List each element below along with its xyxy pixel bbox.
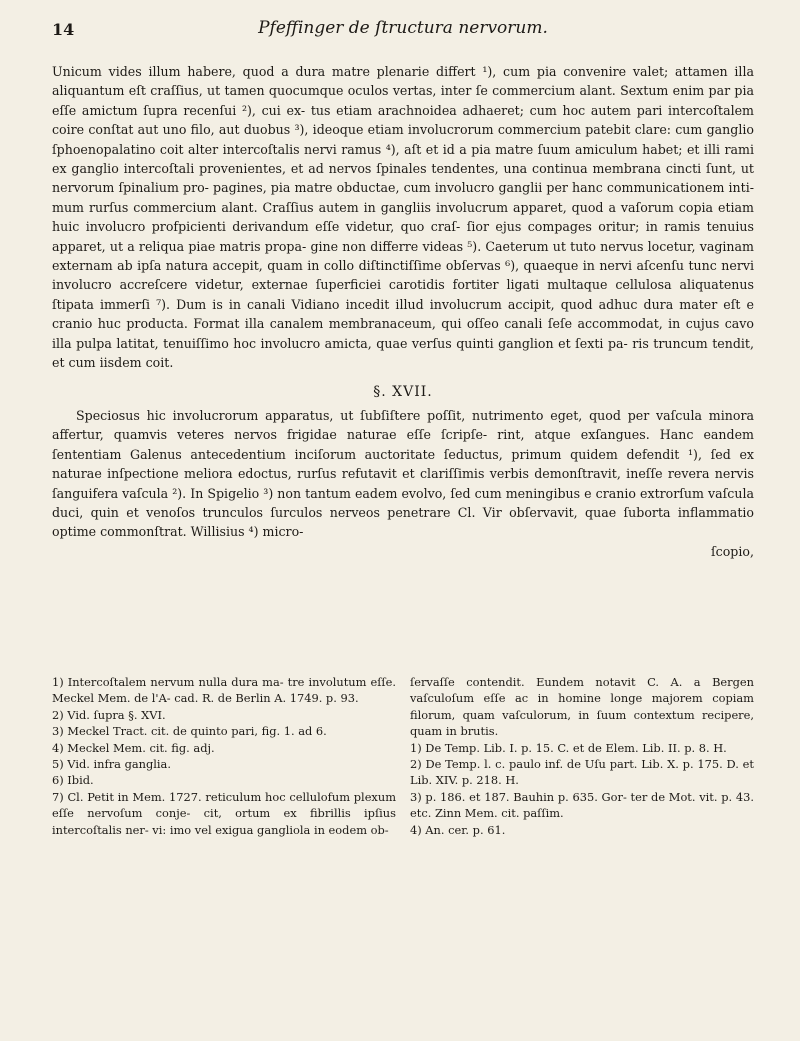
running-title: Pfeffinger de ſtructura nervorum.: [258, 18, 548, 38]
paragraph-2: Speciosus hic involucrorum apparatus, ut ſubſiſtere poſſit, nutrimento eget, quod per vaſcula minora affertur, quamvis veteres nervos frigidae naturae eſſe ſcripſe- rint, atque exſangues. Hanc eandem ſententiam Galenus antecedentium inciſorum auctoritate ſeductus, primum quidem defendit ¹), ſed ex naturae inſpectione meliora edoctus, rurſus refutavit et clariſſimis verbis demonſtravit, ineſſe revera nervis ſanguifera vaſcula ²). In Spigelio ³) non tantum eadem evolvo, ſed cum meningibus e cranio extrorſum vaſcula duci, quin et venoſos trunculos ſurculos nerveos penetrare Cl. Vir obſervavit, quae ſuborta inflammatio optime commonſtrat. Willisius ⁴) micro-: [52, 407, 754, 540]
catchword: ſcopio,: [711, 543, 754, 559]
footnote: 3) Meckel Tract. cit. de quinto pari, fig. 1. ad 6.: [52, 724, 327, 739]
footnote: ſervaſſe contendit. Eundem notavit C. A. a Bergen vaſculoſum eſſe ac in homine longe majorem copiam filorum, quam vaſculorum, in ſuum contextum recipere, quam in brutis.: [410, 675, 754, 739]
footnote: 1) De Temp. Lib. I. p. 15. C. et de Elem. Lib. II. p. 8. H.: [410, 740, 727, 755]
main-text: [52, 62, 754, 561]
footnotes: [52, 674, 754, 838]
page-number: 14: [52, 20, 75, 39]
footnote: 5) Vid. infra ganglia.: [52, 757, 171, 772]
footnotes-left-column: [52, 674, 396, 838]
footnote: 7) Cl. Petit in Mem. 1727. reticulum hoc cellulofum plexum eſſe nervoſum conje- cit, ortum ex fibrillis ipſius intercoſtalis ner- vi: imo vel exigua gangliola in eodem ob-: [52, 789, 396, 837]
footnote: 2) De Temp. l. c. paulo inf. de Uſu part. Lib. X. p. 175. D. et Lib. XIV. p. 218. H.: [410, 757, 754, 788]
footnote: 3) p. 186. et 187. Bauhin p. 635. Gor- ter de Mot. vit. p. 43. etc. Zinn Mem. cit. paſſim.: [410, 789, 754, 821]
page-header: [52, 14, 754, 44]
footnote: 2) Vid. ſupra §. XVI.: [52, 707, 166, 722]
footnote: 4) An. cer. p. 61.: [410, 822, 506, 837]
paragraph-1: Unicum vides illum habere, quod a dura matre plenarie differt ¹), cum pia convenire valet; attamen illa aliquantum eſt craſſius, ut tamen quocumque oculos vertas, inter ſe commercium alant. Sextum enim par pia eſſe amictum ſupra recenſui ²), cui ex- tus etiam arachnoidea adhaeret; cum hoc autem pari intercoſtalem coire conſtat aut uno filo, aut duobus ³), ideoque etiam involucrorum commercium patebit clare: cum ganglio ſphoenopalatino coit alter intercoſtalis nervi ramus ⁴), aſt et id a pia matre ſuum amiculum habet; et illi rami ex ganglio intercoſtali provenientes, et ad nervos ſpinales tendentes, una continua membrana cincti ſunt, ut nervorum ſpinalium pro- pagines, pia matre obductae, cum involucro ganglii per hanc communicationem inti- mum rurſus commercium alant. Craſſius autem in gangliis involucrum apparet, quod a vaſorum copia etiam huic involucro profpicienti derivandum eſſe videtur, quo craſ- ſior ejus compages oritur; in ramis tenuius apparet, ut a reliqua piae matris propa- gine non differre videas ⁵). Caeterum ut tuto nervus locetur, vaginam externam ab ipſa natura accepit, quam in collo diſtinctiſſime obſervas ⁶), quaeque in nervi aſcenſu tunc nervi involucro accreſcere videtur, externae ſuperficiei carotidis fortiter ligati multaque cellulosa aliquatenus ſtipata immerſi ⁷). Dum is in canali Vidiano incedit illud involucrum accipit, quod adhuc dura mater eſt e cranio huc producta. Format illa canalem membranaceum, qui oſſeo canali ſeſe accommodat, in cujus cavo illa pulpa latitat, tenuiſſimo hoc involucro amicta, quae verſus quinti ganglion et ſexti pa- ris truncum tendit, et cum iisdem coit.: [52, 64, 754, 371]
section-heading: §. XVII.: [373, 383, 433, 400]
footnotes-right-column: [410, 674, 754, 838]
footnote: 6) Ibid.: [52, 773, 94, 788]
footnote: 1) Intercoſtalem nervum nulla dura ma- tre involutum eſſe. Meckel Mem. de l'A- cad. R. de Berlin A. 1749. p. 93.: [52, 675, 396, 706]
footnote: 4) Meckel Mem. cit. fig. adj.: [52, 740, 215, 755]
